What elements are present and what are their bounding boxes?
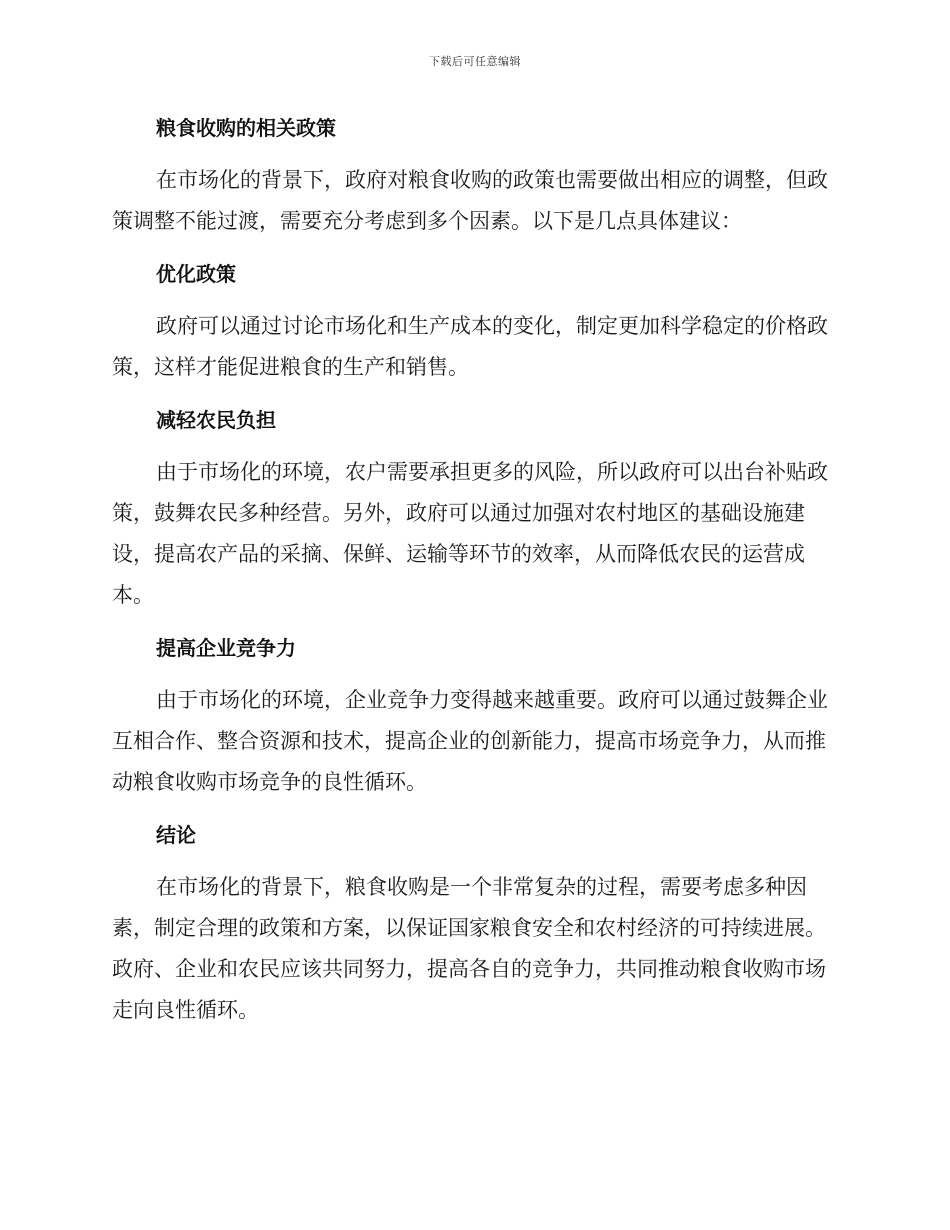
section-paragraph-purchase-policy: 在市场化的背景下，政府对粮食收购的政策也需要做出相应的调整，但政策调整不能过渡，需要充分考虑到多个因素。以下是几点具体建议：	[112, 168, 828, 233]
section-paragraph-enterprise-competitiveness: 由于市场化的环境，企业竞争力变得越来越重要。政府可以通过鼓舞企业互相合作、整合资源和技术，提高企业的创新能力，提高市场竞争力，从而推动粮食收购市场竞争的良性循环。	[112, 688, 828, 794]
section-heading-reduce-farmer-burden: 减轻农民负担	[156, 408, 276, 432]
section-heading-conclusion: 结论	[156, 823, 196, 847]
section-heading-purchase-policy: 粮食收购的相关政策	[156, 116, 336, 140]
section-heading-optimize-policy: 优化政策	[156, 262, 236, 286]
page-header: 下载后可任意编辑	[429, 55, 521, 68]
document-body	[112, 108, 830, 1031]
section-heading-enterprise-competitiveness: 提高企业竞争力	[156, 636, 296, 660]
section-paragraph-reduce-farmer-burden: 由于市场化的环境，农户需要承担更多的风险，所以政府可以出台补贴政策，鼓舞农民多种经营。另外，政府可以通过加强对农村地区的基础设施建设，提高农产品的采摘、保鲜、运输等环节的效率，从而降低农民的运营成本。	[112, 460, 828, 607]
section-paragraph-optimize-policy: 政府可以通过讨论市场化和生产成本的变化，制定更加科学稳定的价格政策，这样才能促进粮食的生产和销售。	[112, 314, 828, 379]
section-paragraph-conclusion: 在市场化的背景下，粮食收购是一个非常复杂的过程，需要考虑多种因素，制定合理的政策和方案，以保证国家粮食安全和农村经济的可持续进展。政府、企业和农民应该共同努力，提高各自的竞争力，共同推动粮食收购市场走向良性循环。	[112, 875, 826, 1022]
